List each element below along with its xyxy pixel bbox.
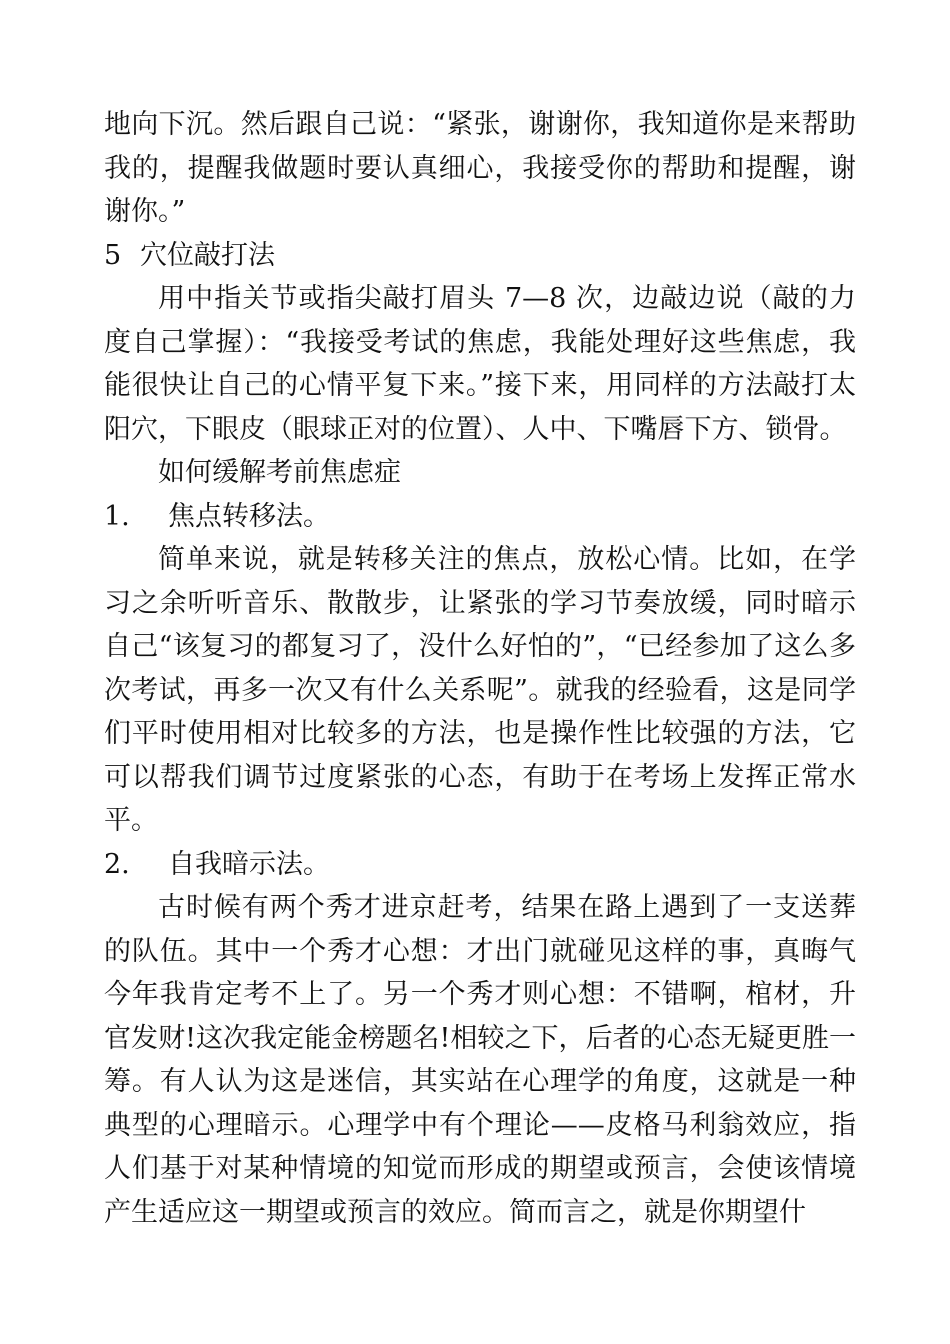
paragraph-self-suggestion: 古时候有两个秀才进京赶考，结果在路上遇到了一支送葬的队伍。其中一个秀才心想：才出门就碰见这样的事，真晦气今年我肯定考不上了。另一个秀才则心想：不错啊，棺材，升官发财!这次我定能金榜题名!相较之下，后者的心态无疑更胜一筹。有人认为这是迷信，其实站在心理学的角度，这就是一种典型的心理暗示。心理学中有个理论——皮格马利翁效应，指人们基于对某种情境的知觉而形成的期望或预言，会使该情境产生适应这一期望或预言的效应。简而言之，就是你期望什 xyxy=(104,892,856,1228)
list-item-title: 焦点转移法。 xyxy=(168,500,330,532)
list-item-title: 自我暗示法。 xyxy=(168,848,330,880)
list-item-number: 2. xyxy=(104,848,130,880)
paragraph-focus-shift: 简单来说，就是转移关注的焦点，放松心情。比如，在学习之余听听音乐、散散步，让紧张的学习节奏放缓，同时暗示自己“该复习的都复习了，没什么好怕的”，“已经参加了这么多次考试，再多一次又有什么关系呢”。就我的经验看，这是同学们平时使用相对比较多的方法，也是操作性比较强的方法，它可以帮我们调节过度紧张的心态，有助于在考场上发挥正常水平。 xyxy=(104,544,856,836)
heading-anxiety-relief: 如何缓解考前焦虑症 xyxy=(158,457,401,488)
list-item-heading-suggestion xyxy=(104,843,856,887)
list-item-number: 1. xyxy=(104,500,130,532)
section-title: 穴位敲打法 xyxy=(140,239,275,271)
section-heading-acupoint xyxy=(104,234,856,278)
paragraph-acupoint: 用中指关节或指尖敲打眉头 7—8 次，边敲边说（敲的力度自己掌握）：“我接受考试的焦虑，我能处理好这些焦虑，我能很快让自己的心情平复下来。”接下来，用同样的方法敲打太阳穴，下眼皮（眼球正对的位置）、人中、下嘴唇下方、锁骨。 xyxy=(104,283,856,445)
document-page xyxy=(104,103,856,1234)
paragraph-continuation: 地向下沉。然后跟自己说：“紧张，谢谢你，我知道你是来帮助我的，提醒我做题时要认真细心，我接受你的帮助和提醒，谢谢你。” xyxy=(104,109,856,227)
list-item-heading-focus xyxy=(104,495,856,539)
section-number: 5 xyxy=(104,239,122,271)
